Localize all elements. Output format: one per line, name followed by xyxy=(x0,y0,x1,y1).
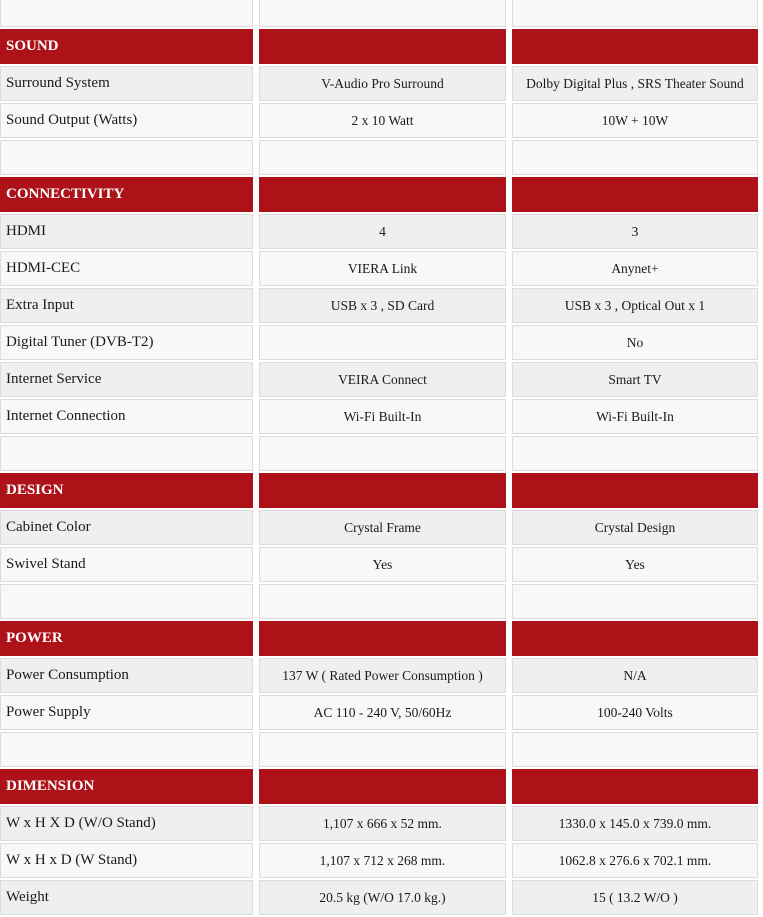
spec-row xyxy=(0,288,763,325)
spacer-row xyxy=(0,140,763,177)
section-title: POWER xyxy=(0,621,253,656)
spec-value-product-b: 10W + 10W xyxy=(512,103,758,138)
spec-label: Weight xyxy=(0,880,253,915)
spec-row xyxy=(0,66,763,103)
spacer-row xyxy=(0,732,763,769)
spec-value-product-a: 2 x 10 Watt xyxy=(259,103,506,138)
spec-label: W x H x D (W Stand) xyxy=(0,843,253,878)
section-title: DIMENSION xyxy=(0,769,253,804)
spec-value-product-b: Wi-Fi Built-In xyxy=(512,399,758,434)
spec-value-product-a: Wi-Fi Built-In xyxy=(259,399,506,434)
section-title: SOUND xyxy=(0,29,253,64)
spacer-row xyxy=(0,0,763,29)
spec-label: Power Supply xyxy=(0,695,253,730)
spacer-cell xyxy=(512,436,758,471)
spec-value-product-a xyxy=(259,325,506,360)
section-title: DESIGN xyxy=(0,473,253,508)
spec-value-product-a: Crystal Frame xyxy=(259,510,506,545)
spacer-cell xyxy=(512,584,758,619)
section-header-cell xyxy=(259,29,506,64)
spacer-row xyxy=(0,584,763,621)
spacer-row xyxy=(0,436,763,473)
spec-label: W x H X D (W/O Stand) xyxy=(0,806,253,841)
spacer-cell xyxy=(259,732,506,767)
spec-value-product-a: 137 W ( Rated Power Consumption ) xyxy=(259,658,506,693)
spec-value-product-b: Yes xyxy=(512,547,758,582)
section-header-cell xyxy=(512,621,758,656)
spec-value-product-b: 100-240 Volts xyxy=(512,695,758,730)
spec-row xyxy=(0,214,763,251)
spacer-cell xyxy=(0,584,253,619)
spacer-cell xyxy=(0,0,253,27)
spec-value-product-b: No xyxy=(512,325,758,360)
spec-row xyxy=(0,362,763,399)
spacer-cell xyxy=(512,140,758,175)
section-header-cell xyxy=(259,473,506,508)
spec-row xyxy=(0,658,763,695)
spec-value-product-b: Anynet+ xyxy=(512,251,758,286)
spec-label: Surround System xyxy=(0,66,253,101)
section-title: CONNECTIVITY xyxy=(0,177,253,212)
section-header-cell xyxy=(259,769,506,804)
spacer-cell xyxy=(259,140,506,175)
spec-value-product-a: Yes xyxy=(259,547,506,582)
section-header-cell xyxy=(259,621,506,656)
spec-value-product-b: Dolby Digital Plus , SRS Theater Sound xyxy=(512,66,758,101)
spec-row xyxy=(0,251,763,288)
section-header xyxy=(0,473,763,510)
spacer-cell xyxy=(0,140,253,175)
spec-label: HDMI-CEC xyxy=(0,251,253,286)
spec-row xyxy=(0,880,763,917)
spec-value-product-b: 1330.0 x 145.0 x 739.0 mm. xyxy=(512,806,758,841)
spacer-cell xyxy=(259,436,506,471)
section-header xyxy=(0,177,763,214)
spacer-cell xyxy=(512,732,758,767)
spec-value-product-a: 20.5 kg (W/O 17.0 kg.) xyxy=(259,880,506,915)
section-header-cell xyxy=(512,29,758,64)
section-header-cell xyxy=(512,769,758,804)
spec-value-product-a: VIERA Link xyxy=(259,251,506,286)
section-header xyxy=(0,621,763,658)
spec-label: Sound Output (Watts) xyxy=(0,103,253,138)
spec-label: Internet Connection xyxy=(0,399,253,434)
spacer-cell xyxy=(512,0,758,27)
section-header-cell xyxy=(512,177,758,212)
spec-row xyxy=(0,843,763,880)
spec-value-product-a: 1,107 x 712 x 268 mm. xyxy=(259,843,506,878)
spec-value-product-b: USB x 3 , Optical Out x 1 xyxy=(512,288,758,323)
spacer-cell xyxy=(259,584,506,619)
spec-label: HDMI xyxy=(0,214,253,249)
spec-value-product-a: 4 xyxy=(259,214,506,249)
spec-value-product-b: N/A xyxy=(512,658,758,693)
spec-value-product-a: VEIRA Connect xyxy=(259,362,506,397)
spec-value-product-a: USB x 3 , SD Card xyxy=(259,288,506,323)
spec-value-product-b: 15 ( 13.2 W/O ) xyxy=(512,880,758,915)
spacer-cell xyxy=(0,732,253,767)
spec-value-product-b: Smart TV xyxy=(512,362,758,397)
spec-label: Extra Input xyxy=(0,288,253,323)
section-header-cell xyxy=(259,177,506,212)
spec-value-product-b: 3 xyxy=(512,214,758,249)
spec-label: Power Consumption xyxy=(0,658,253,693)
section-header-cell xyxy=(512,473,758,508)
spec-value-product-a: 1,107 x 666 x 52 mm. xyxy=(259,806,506,841)
spec-value-product-a: AC 110 - 240 V, 50/60Hz xyxy=(259,695,506,730)
spec-value-product-a: V-Audio Pro Surround xyxy=(259,66,506,101)
spec-row xyxy=(0,547,763,584)
spec-value-product-b: 1062.8 x 276.6 x 702.1 mm. xyxy=(512,843,758,878)
spacer-cell xyxy=(0,436,253,471)
spec-row xyxy=(0,399,763,436)
spec-label: Cabinet Color xyxy=(0,510,253,545)
spec-value-product-b: Crystal Design xyxy=(512,510,758,545)
spec-row xyxy=(0,103,763,140)
spec-label: Digital Tuner (DVB-T2) xyxy=(0,325,253,360)
spec-row xyxy=(0,806,763,843)
spec-row xyxy=(0,325,763,362)
spacer-cell xyxy=(259,0,506,27)
section-header xyxy=(0,769,763,806)
spec-row xyxy=(0,695,763,732)
spec-row xyxy=(0,510,763,547)
section-header xyxy=(0,29,763,66)
spec-label: Internet Service xyxy=(0,362,253,397)
spec-label: Swivel Stand xyxy=(0,547,253,582)
